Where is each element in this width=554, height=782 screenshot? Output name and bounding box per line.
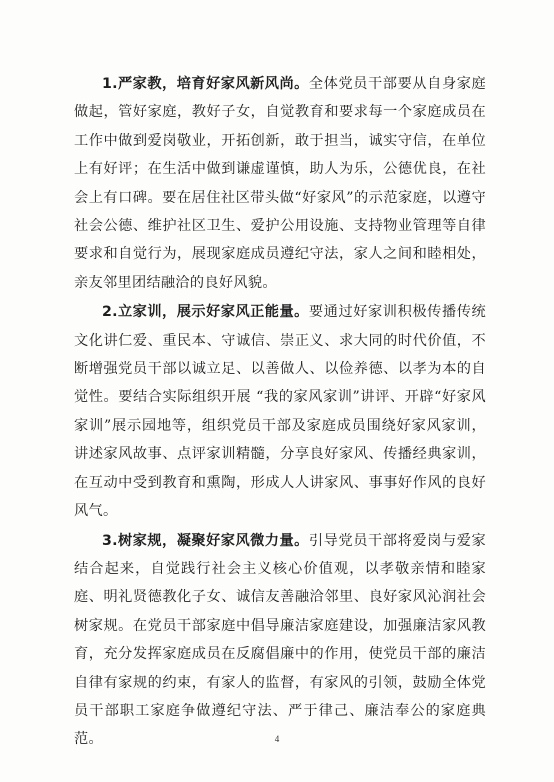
paragraph-2-body: 要通过好家训积极传播传统文化讲仁爱、重民本、守诚信、崇正义、求大同的时代价值，不断增强党员干部以诚立足、以善做人、以俭养德、以孝为本的自觉性。要结合实际组织开展 “我的家风家训”讲评、开辟“好家风家训”展示园地等，组织党员干部及家庭成员围绕好家风家训，讲述家风故事、点评家训精髓，分享良好家风、传播经典家训，在互动中受到教育和熏陶，形成人人讲家风、事事好作风的良好风气。 <box>74 304 486 520</box>
page-number: 4 <box>274 734 280 744</box>
paragraph-3 <box>74 527 486 754</box>
paragraph-3-body: 引导党员干部将爱岗与爱家结合起来，自觉践行社会主义核心价值观，以孝敬亲情和睦家庭、明礼贤德教化子女、诚信友善融洽邻里、良好家风沁润社会树家规。在党员干部家庭中倡导廉洁家庭建设，加强廉洁家风教育，充分发挥家庭成员在反腐倡廉中的作用，使党员干部的廉洁自律有家规的约束，有家人的监督，有家风的引领，鼓励全体党员干部职工家庭争做遵纪守法、严于律己、廉洁奉公的家庭典范。 <box>74 532 486 748</box>
paragraph-1-body: 全体党员干部要从自身家庭做起，管好家庭，教好子女，自觉教育和要求每一个家庭成员在工作中做到爱岗敬业，开拓创新，敢于担当，诚实守信，在单位上有好评；在生活中做到谦虚谨慎，助人为乐，公德优良，在社会上有口碑。要在居住社区带头做“好家风”的示范家庭，以遵守社会公德、维护社区卫生、爱护公用设施、支持物业管理等自律要求和自觉行为，展现家庭成员遵纪守法，家人之间和睦相处，亲友邻里团结融洽的良好风貌。 <box>74 76 486 291</box>
document-body <box>74 70 486 754</box>
paragraph-1-heading: 1.严家教，培育好家风新风尚。 <box>102 76 309 92</box>
paragraph-3-heading: 3.树家规，凝聚好家风微力量。 <box>102 532 309 549</box>
paragraph-2-heading: 2.立家训，展示好家风正能量。 <box>102 304 309 321</box>
paragraph-2 <box>74 298 486 525</box>
paragraph-1 <box>74 70 486 297</box>
